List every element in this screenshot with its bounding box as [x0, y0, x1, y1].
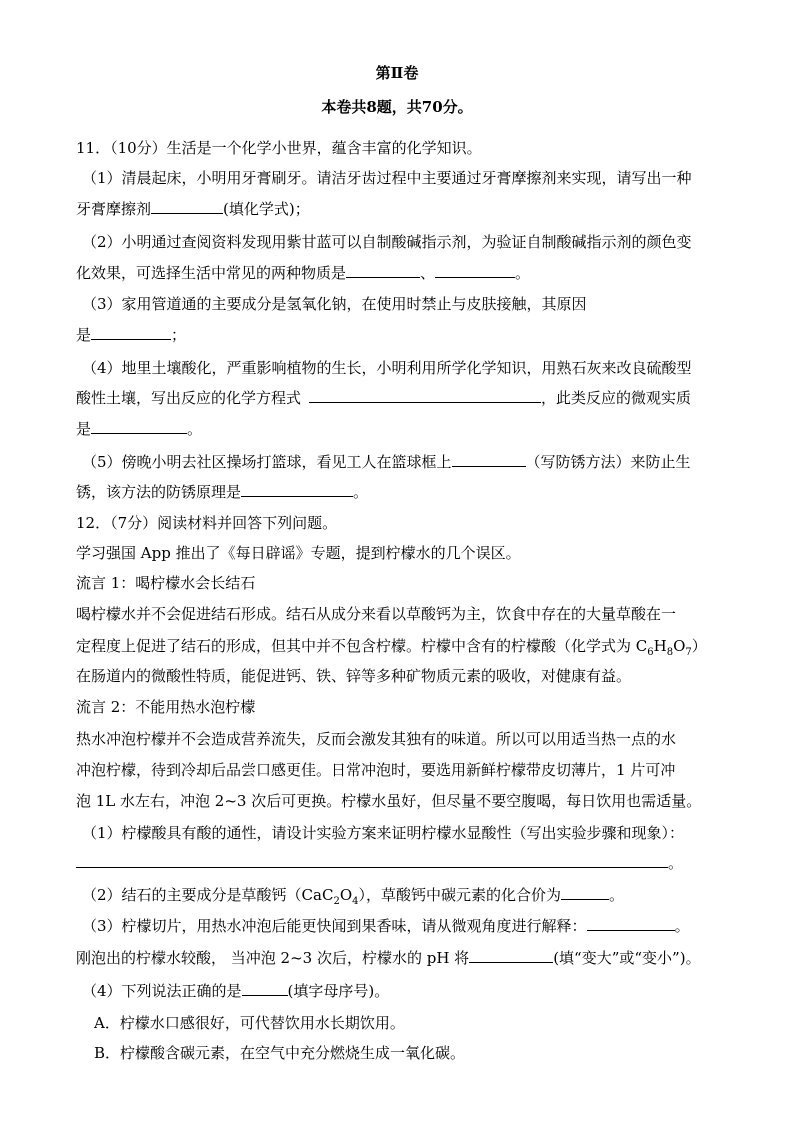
q12-sub3-line2: 刚泡出的柠檬水较酸， 当冲泡 2~3 次后，柠檬水的 pH 将 (填“变大”或“变小”)。 — [76, 949, 701, 967]
q12-sub3-line1: （3）柠檬切片，用热水冲泡后能更快闻到果香味，请从微观角度进行解释： 。 — [82, 917, 690, 935]
volume-title: 第Ⅱ卷 — [375, 64, 419, 82]
q11-part4-equation-blank[interactable] — [309, 388, 541, 403]
rumor1-line2: 定程度上促进了结石的形成，但其中并不包含柠檬。柠檬中含有的柠檬酸（化学式为 $C_6H_8O_7$） — [76, 637, 707, 658]
q12-sub4-answer-blank[interactable] — [242, 981, 288, 996]
q11-part4-line1: （4）地里土壤酸化，严重影响植物的生长，小明利用所学化学知识，用熟石灰来改良硫酸型 — [82, 359, 692, 377]
q12-sub1-line1: （1）柠檬酸具有酸的通性，请设计实验方案来证明柠檬水显酸性（写出实验步骤和现象）： — [82, 824, 685, 842]
q11-part4-line3: 是 。 — [76, 420, 203, 438]
q11-part3-line2: 是 ； — [76, 326, 187, 344]
rumor2-line3: 泡 1L 水左右，冲泡 2~3 次后可更换。柠檬水虽好，但尽量不要空腹喝，每日饮用也需适量。 — [76, 792, 702, 810]
q11-part3-line1: （3）家用管道通的主要成分是氢氧化钠，在使用时禁止与皮肤接触，其原因 — [82, 295, 587, 313]
q12-sub4: （4）下列说法正确的是 (填字母序号)。 — [82, 982, 390, 1000]
q11-part3-blank[interactable] — [91, 325, 171, 340]
q12-intro: 12．（7分）阅读材料并回答下列问题。 — [76, 514, 338, 532]
rumor2-line2: 冲泡柠檬，待到冷却后品尝口感更佳。日常冲泡时，要选用新鲜柠檬带皮切薄片，1 片可冲 — [76, 761, 676, 779]
q11-part2-line1: （2）小明通过查阅资料发现用紫甘蓝可以自制酸碱指示剂，为验证自制酸碱指示剂的颜色变 — [82, 233, 692, 251]
volume-subtitle: 本卷共8题，共70分。 — [321, 98, 473, 116]
q11-part2-blank1[interactable] — [346, 263, 420, 278]
q11-part4-essence-blank[interactable] — [91, 419, 187, 434]
q12-sub2: （2）结石的主要成分是草酸钙$(CaC_2O_4)$，草酸钙中碳元素的化合价为 。 — [82, 886, 625, 907]
q11-part2-line2: 化效果，可选择生活中常见的两种物质是 、 。 — [76, 264, 531, 282]
rumor2-title: 流言 2：不能用热水泡柠檬 — [76, 698, 256, 716]
q11-part1-line2: 牙膏摩擦剂 (填化学式)； — [76, 200, 310, 218]
q12-sub3-explain-blank[interactable] — [587, 916, 675, 931]
q12-sub1-answer-blank[interactable] — [76, 853, 668, 868]
option-b: B．柠檬酸含碳元素，在空气中充分燃烧生成一氧化碳。 — [94, 1044, 466, 1062]
q11-part2-blank2[interactable] — [435, 263, 515, 278]
q11-part5-line2: 锈，该方法的防锈原理是 。 — [76, 483, 369, 501]
option-a: A．柠檬水口感很好，可代替饮用水长期饮用。 — [94, 1014, 405, 1032]
q12-sub1-line2: 。 — [76, 853, 683, 873]
rumor1-line1: 喝柠檬水并不会促进结石形成。结石从成分来看以草酸钙为主，饮食中存在的大量草酸在一 — [76, 605, 677, 623]
q11-part4-line2: 酸性土壤，写出反应的化学方程式 ，此类反应的微观实质 — [76, 389, 692, 407]
q11-intro: 11．（10分）生活是一个化学小世界，蕴含丰富的化学知识。 — [76, 139, 482, 157]
q12-sub3-ph-blank[interactable] — [469, 948, 553, 963]
q11-part5-principle-blank[interactable] — [241, 482, 353, 497]
q11-part5-method-blank[interactable] — [452, 452, 526, 467]
q12-material-intro: 学习强国 App 推出了《每日辟谣》专题，提到柠檬水的几个误区。 — [76, 544, 521, 562]
q11-part5-line1: （5）傍晚小明去社区操场打篮球，看见工人在篮球框上 （写防锈方法）来防止生 — [82, 453, 691, 471]
q11-part1-line1: （1）清晨起床，小明用牙膏刷牙。请洁牙齿过程中主要通过牙膏摩擦剂来实现，请写出一种 — [82, 169, 692, 187]
rumor1-title: 流言 1：喝柠檬水会长结石 — [76, 574, 256, 592]
q11-part1-blank[interactable] — [151, 199, 223, 214]
rumor2-line1: 热水冲泡柠檬并不会造成营养流失，反而会激发其独有的味道。所以可以用适当热一点的水 — [76, 730, 677, 748]
rumor1-line3: 在肠道内的微酸性特质，能促进钙、铁、锌等多种矿物质元素的吸收，对健康有益。 — [76, 667, 632, 685]
q12-sub2-valence-blank[interactable] — [561, 885, 609, 900]
